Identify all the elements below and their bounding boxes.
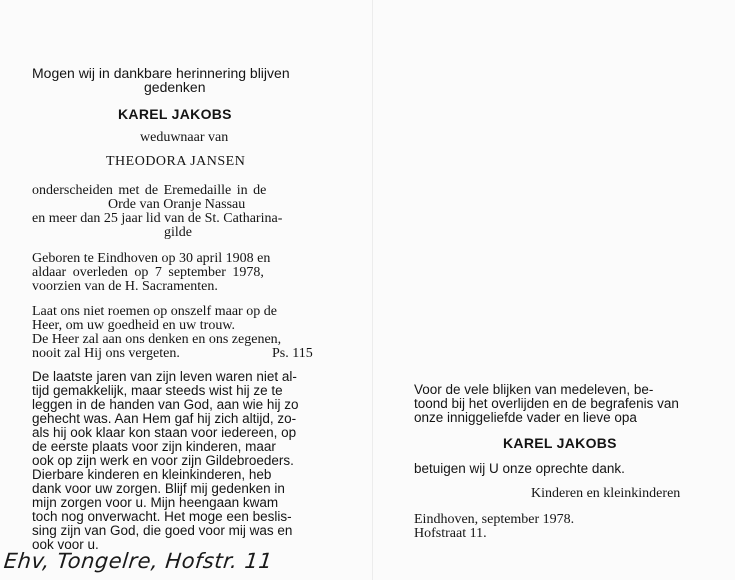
intro-line-2: gedenken <box>144 79 206 95</box>
psalm-line-2: Heer, om uw goedheid en uw trouw. <box>32 318 236 333</box>
address-line: Hofstraat 11. <box>414 526 487 541</box>
honors-line-1: onderscheiden met de Eremedaille in de <box>32 183 267 198</box>
psalm-line-4: nooit zal Hij ons vergeten. <box>32 346 180 361</box>
reflection-line-4: gehecht was. Aan Hem gaf hij zich altijd, zo- <box>32 411 297 426</box>
reflection-line-2: tijd gemakkelijk, maar steeds wist hij ze te <box>32 383 283 398</box>
birth-line-1: Geboren te Eindhoven op 30 april 1908 en <box>32 251 271 266</box>
reflection-line-5: als hij ook klaar kon staan voor iedereen, op <box>32 425 297 440</box>
gratitude-line: betuigen wij U onze oprechte dank. <box>414 461 625 476</box>
birth-line-2: aldaar overleden op 7 september 1978, <box>32 265 264 280</box>
honors-line-4: gilde <box>164 225 192 240</box>
thanks-line-1: Voor de vele blijken van medeleven, be- <box>414 382 654 397</box>
honors-line-2: Orde van Oranje Nassau <box>108 197 246 212</box>
reflection-line-8: Dierbare kinderen en kleinkinderen, heb <box>32 467 272 482</box>
place-date: Eindhoven, september 1978. <box>414 512 575 527</box>
right-deceased-name: KAREL JAKOBS <box>503 435 617 451</box>
intro-line-1: Mogen wij in dankbare herinnering blijven <box>32 65 290 81</box>
family-signature: Kinderen en kleinkinderen <box>531 486 681 501</box>
birth-line-3: voorzien van de H. Sacramenten. <box>32 279 218 294</box>
reflection-line-1: De laatste jaren van zijn leven waren niet al- <box>32 369 297 384</box>
psalm-reference: Ps. 115 <box>272 346 313 361</box>
card-fold-line <box>372 0 373 580</box>
widower-of: weduwnaar van <box>140 130 229 145</box>
reflection-line-12: sing zijn van God, die goed voor mij was en <box>32 523 293 538</box>
psalm-line-1: Laat ons niet roemen op onszelf maar op de <box>32 304 277 319</box>
reflection-line-7: ook op zijn werk en voor zijn Gildebroeders. <box>32 453 294 468</box>
reflection-line-6: de eerste plaats voor zijn kinderen, maar <box>32 439 276 454</box>
thanks-line-2: toond bij het overlijden en de begrafenis van <box>414 396 679 411</box>
reflection-line-10: mijn zorgen voor u. Mijn heengaan kwam <box>32 495 279 510</box>
deceased-name: KAREL JAKOBS <box>118 106 232 122</box>
handwritten-address-note: Ehv, Tongelre, Hofstr. 11 <box>2 549 274 573</box>
reflection-line-9: dank voor uw zorgen. Blijf mij gedenken in <box>32 481 285 496</box>
reflection-line-3: leggen in de handen van God, aan wie hij zo <box>32 397 299 412</box>
thanks-line-3: onze inniggeliefde vader en lieve opa <box>414 410 637 425</box>
honors-line-3: en meer dan 25 jaar lid van de St. Catharina- <box>32 211 283 226</box>
spouse-name: THEODORA JANSEN <box>106 154 246 169</box>
psalm-line-3: De Heer zal aan ons denken en ons zegenen, <box>32 332 282 347</box>
reflection-line-13: ook voor u. <box>32 537 99 552</box>
reflection-line-11: toch nog onverwacht. Het moge een beslis- <box>32 509 292 524</box>
